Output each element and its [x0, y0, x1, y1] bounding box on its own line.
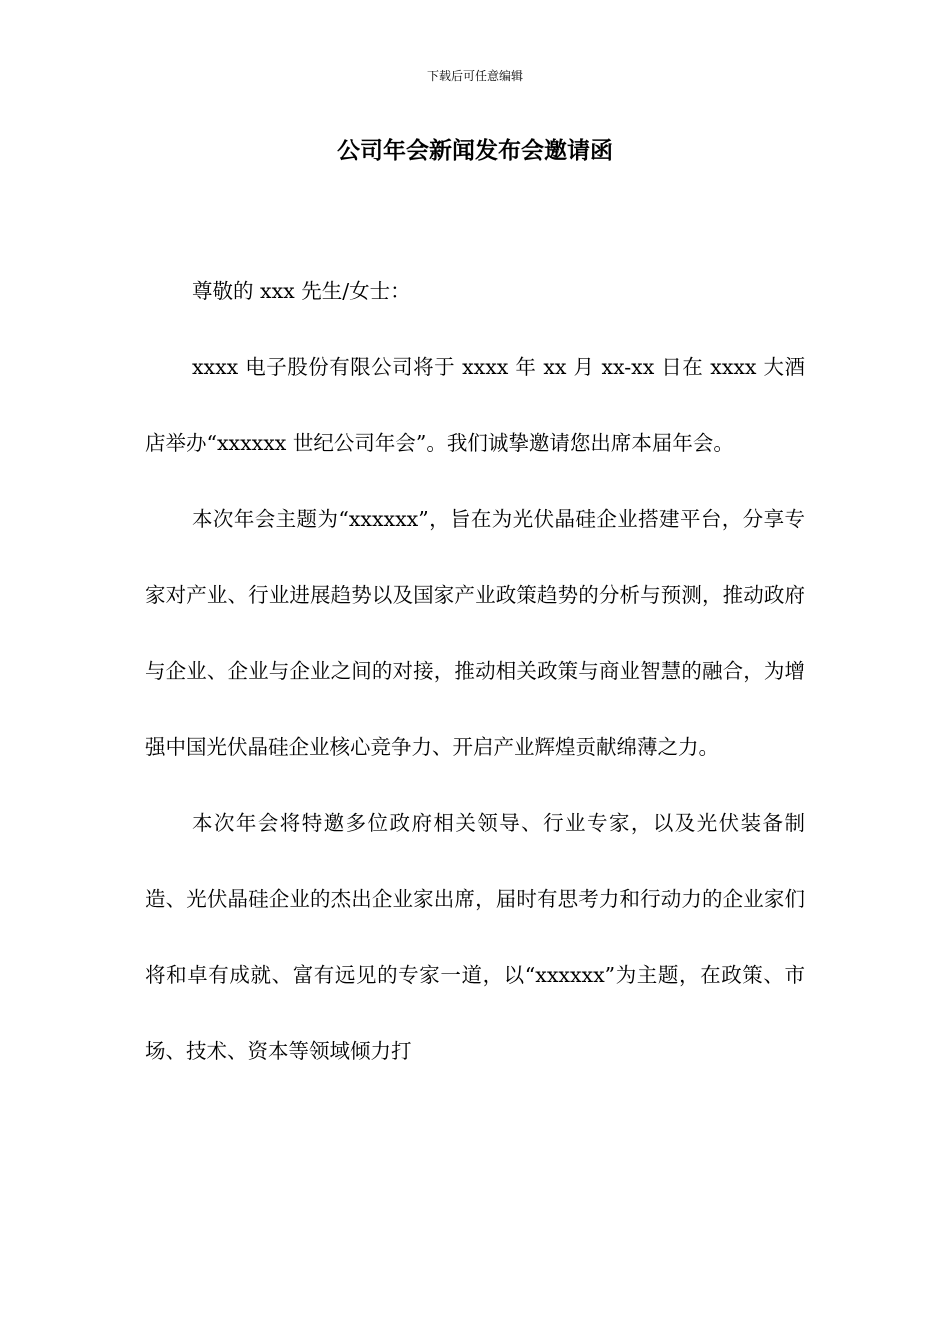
document-title: 公司年会新闻发布会邀请函: [337, 138, 613, 164]
salutation: 尊敬的 xxx 先生/女士：: [192, 279, 411, 303]
paragraph-event-details: xxxx 电子股份有限公司将于 xxxx 年 xx 月 xx-xx 日在 xxxx 大酒店举办“xxxxxx 世纪公司年会”。我们诚挚邀请您出席本届年会。: [145, 355, 805, 455]
letter-body: [145, 253, 805, 1089]
paragraph-guests: 本次年会将特邀多位政府相关领导、行业专家，以及光伏装备制造、光伏晶硅企业的杰出企业家出席，届时有思考力和行动力的企业家们将和卓有成就、富有远见的专家一道，以“xxxxxx”为主题，在政策、市场、技术、资本等领域倾力打: [145, 811, 805, 1063]
paragraph-theme: 本次年会主题为“xxxxxx”，旨在为光伏晶硅企业搭建平台，分享专家对产业、行业进展趋势以及国家产业政策趋势的分析与预测，推动政府与企业、企业与企业之间的对接，推动相关政策与商业智慧的融合，为增强中国光伏晶硅企业核心竞争力、开启产业辉煌贡献绵薄之力。: [145, 507, 805, 759]
header-note: 下载后可任意编辑: [426, 69, 523, 83]
